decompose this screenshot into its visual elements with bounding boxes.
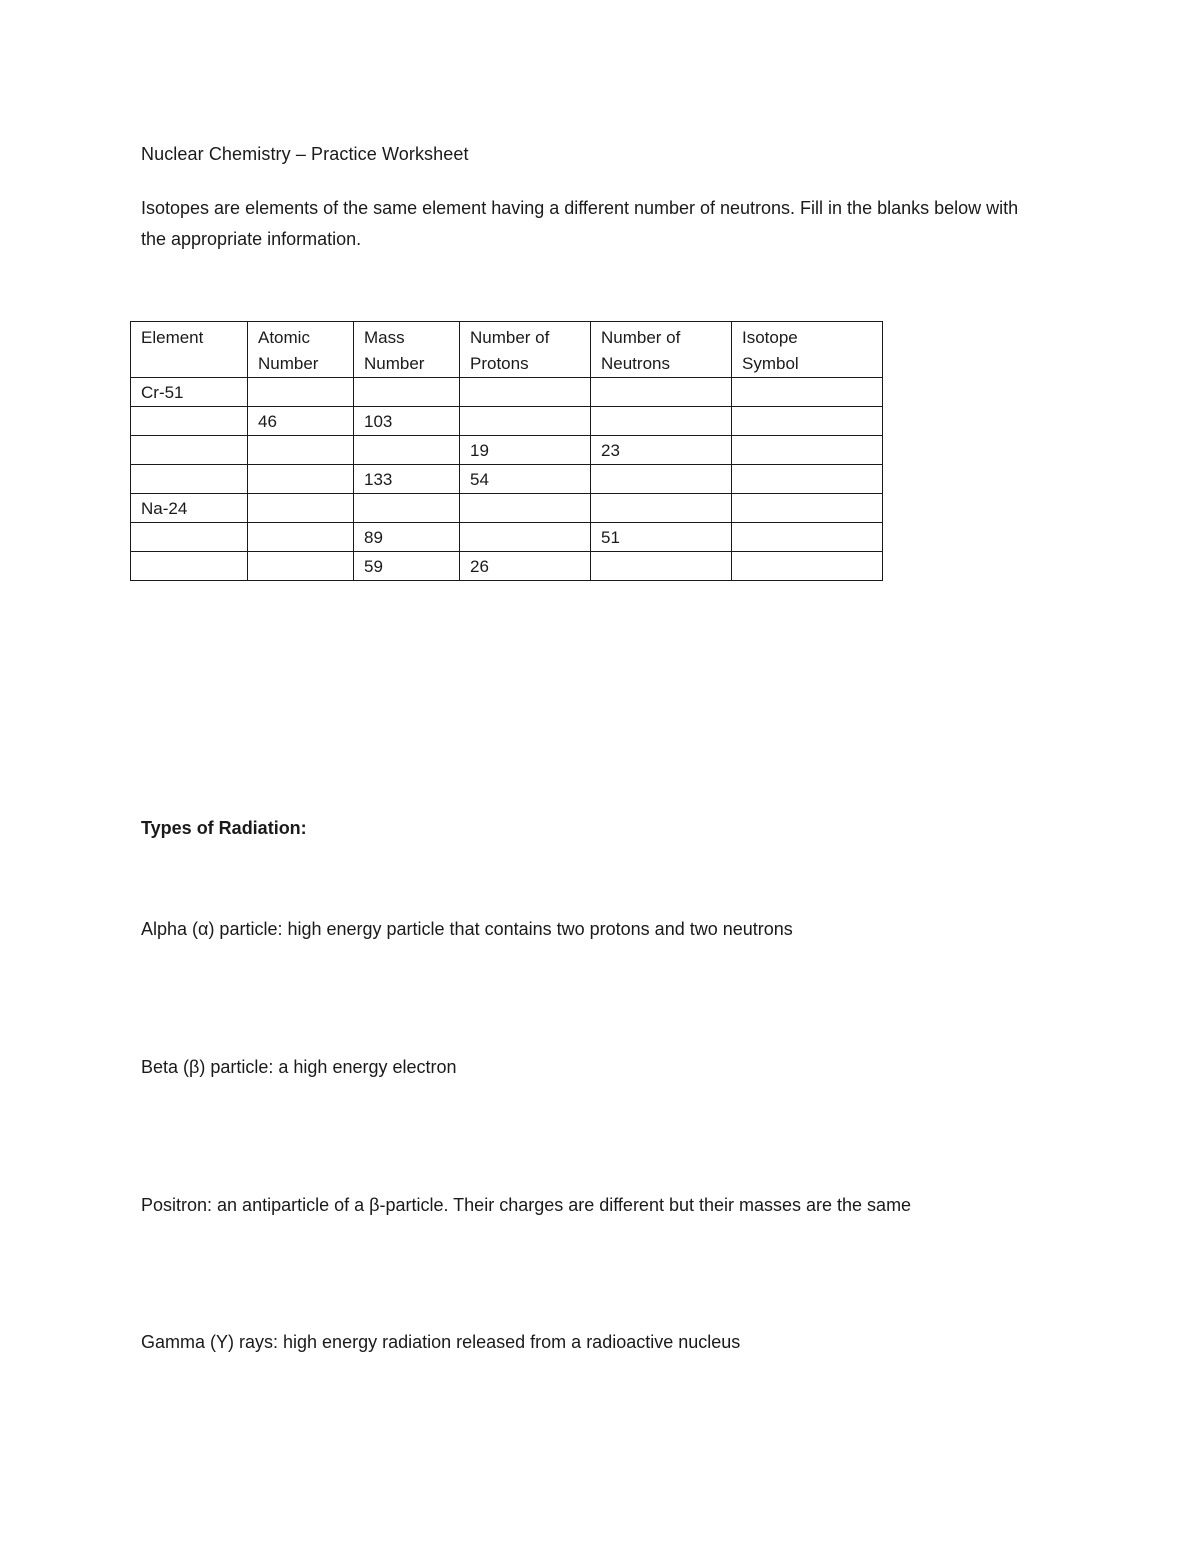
table-cell [591,407,732,436]
header-element: Element [131,322,248,378]
isotope-table [130,321,883,581]
table-cell [354,494,460,523]
positron-definition: Positron: an antiparticle of a β-particle. Their charges are different but their masses are the same [141,1195,912,1215]
table-cell: 19 [460,436,591,465]
table-cell [460,407,591,436]
table-cell [248,436,354,465]
header-protons: Number of Protons [460,322,591,378]
table-cell: 46 [248,407,354,436]
table-cell [591,378,732,407]
table-cell [354,436,460,465]
table-cell: 89 [354,523,460,552]
beta-definition: Beta (β) particle: a high energy electron [141,1057,457,1077]
table-cell [460,378,591,407]
header-isotope-symbol: Isotope Symbol [732,322,883,378]
table-cell: Cr-51 [131,378,248,407]
table-cell [248,552,354,581]
table-cell: Na-24 [131,494,248,523]
table-cell: 26 [460,552,591,581]
table-row [131,436,883,465]
alpha-definition: Alpha (α) particle: high energy particle that contains two protons and two neutrons [141,919,793,939]
radiation-heading: Types of Radiation: [141,818,307,838]
table-row [131,494,883,523]
header-mass-number: Mass Number [354,322,460,378]
table-row [131,552,883,581]
table-cell [591,552,732,581]
table-cell [732,494,883,523]
header-neutrons: Number of Neutrons [591,322,732,378]
table-cell: 133 [354,465,460,494]
table-cell [131,552,248,581]
intro-paragraph: Isotopes are elements of the same element having a different number of neutrons. Fill in the blanks below with the appropriate information. [141,198,1019,249]
table-cell [591,465,732,494]
table-cell [248,465,354,494]
gamma-definition: Gamma (Y) rays: high energy radiation released from a radioactive nucleus [141,1332,741,1352]
table-header-row [131,322,883,378]
table-cell [354,378,460,407]
table-cell [591,494,732,523]
page-title: Nuclear Chemistry – Practice Worksheet [141,144,469,164]
table-cell: 54 [460,465,591,494]
table-cell: 103 [354,407,460,436]
table-cell [248,378,354,407]
table-row [131,378,883,407]
header-atomic-number: Atomic Number [248,322,354,378]
table-cell: 51 [591,523,732,552]
table-cell [460,523,591,552]
table-cell [732,407,883,436]
table-row [131,407,883,436]
table-cell [131,436,248,465]
table-cell [248,494,354,523]
table-cell [732,436,883,465]
table-cell [732,465,883,494]
table-row [131,523,883,552]
table-cell [732,523,883,552]
table-cell [131,465,248,494]
table-cell [248,523,354,552]
table-cell [131,523,248,552]
table-cell [131,407,248,436]
table-cell: 59 [354,552,460,581]
table-cell [460,494,591,523]
table-row [131,465,883,494]
table-cell [732,378,883,407]
table-cell: 23 [591,436,732,465]
table-cell [732,552,883,581]
